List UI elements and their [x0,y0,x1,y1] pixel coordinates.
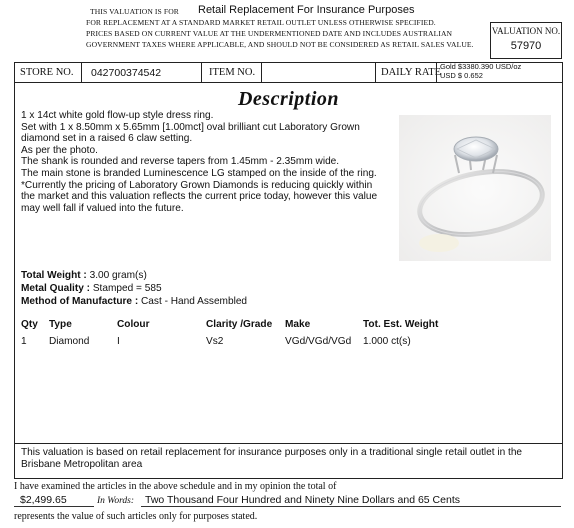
daily-rate-label: DAILY RATE [381,67,442,78]
metal-quality-label: Metal Quality : [21,283,90,294]
table-cell-type: Diamond [49,336,90,347]
table-cell-qty: 1 [21,336,27,347]
amount-in-words: Two Thousand Four Hundred and Ninety Nine Dollars and 65 Cents [145,494,460,506]
header-line-4: GOVERNMENT TAXES WHERE APPLICABLE, AND SHOULD NOT BE CONSIDERED AS RETAIL SALES VALUE. [86,40,474,49]
store-number: 042700374542 [91,67,162,79]
header-purpose: Retail Replacement For Insurance Purposes [198,4,415,16]
total-amount: $2,499.65 [20,494,67,506]
table-header-clarity: Clarity /Grade [206,319,273,330]
header-for-label: THIS VALUATION IS FOR [90,7,179,16]
total-weight-label: Total Weight : [21,270,87,281]
footer-note: This valuation is based on retail replacement for insurance purposes only in a traditional single retail outlet in the Brisbane Metropolitan area [21,447,523,470]
examined-statement: I have examined the articles in the above schedule and in my opinion the total of [14,481,337,492]
usd-rate: USD $ 0.652 [440,70,483,80]
description-text [21,110,401,214]
words-underline [141,506,561,507]
description-line: As per the photo. [21,144,98,156]
gold-rate [440,63,521,80]
ring-photo [399,115,551,261]
amount-underline [14,506,94,507]
table-cell-clarity: Vs2 [206,336,224,347]
table-header-colour: Colour [117,319,150,330]
gold-rate-usd-oz: Gold $3380.390 USD/oz [440,62,522,71]
item-label: ITEM NO. [209,67,256,78]
total-weight-value: 3.00 gram(s) [89,270,147,281]
metal-quality-value: Stamped = 585 [92,283,162,294]
table-header-weight: Tot. Est. Weight [363,319,439,330]
description-line: The main stone is branded Luminescence LG stamped on the inside of the ring. [21,167,377,179]
table-header-make: Make [285,319,311,330]
manufacture-label: Method of Manufacture : [21,296,139,307]
description-line: *Currently the pricing of Laboratory Grown Diamonds is reducing quickly within [21,179,373,191]
metal-specs [21,269,247,308]
description-title: Description [237,88,340,110]
header-line-3: PRICES BASED ON CURRENT VALUE AT THE UNDERMENTIONED DATE AND INCLUDES AUSTRALIAN [86,29,453,38]
manufacture-value: Cast - Hand Assembled [141,296,248,307]
table-cell-weight: 1.000 ct(s) [363,336,411,347]
table-cell-colour: I [117,336,120,347]
store-label: STORE NO. [20,67,74,78]
table-header-type: Type [49,319,72,330]
in-words-label: In Words: [97,496,135,506]
table-header-qty: Qty [21,319,38,330]
info-row [15,63,562,83]
header-line-2: FOR REPLACEMENT AT A STANDARD MARKET RETAIL OUTLET UNLESS OTHERWISE SPECIFIED. [86,18,436,27]
valuation-frame [14,62,563,479]
represents-statement: represents the value of such articles only for purposes stated. [14,511,258,522]
description-line: may well fall if valued into the future. [21,202,184,214]
description-line: diamond set in a raised 6 claw setting. [21,133,193,145]
footer-divider [15,443,562,444]
table-cell-make: VGd/VGd/VGd [285,336,352,347]
valuation-number: 57970 [510,40,542,52]
description-line: The shank is rounded and reverse tapers from 1.45mm - 2.35mm wide. [21,156,340,168]
description-line: Set with 1 x 8.50mm x 5.65mm [1.00mct] oval brilliant cut Laboratory Grown [21,121,360,133]
description-line: 1 x 14ct white gold flow-up style dress ring. [21,110,214,121]
valuation-number-box [490,22,562,59]
valuation-label: VALUATION NO. [491,26,561,36]
description-line: the market and this valuation reflects the current price today, however this value [21,191,378,203]
